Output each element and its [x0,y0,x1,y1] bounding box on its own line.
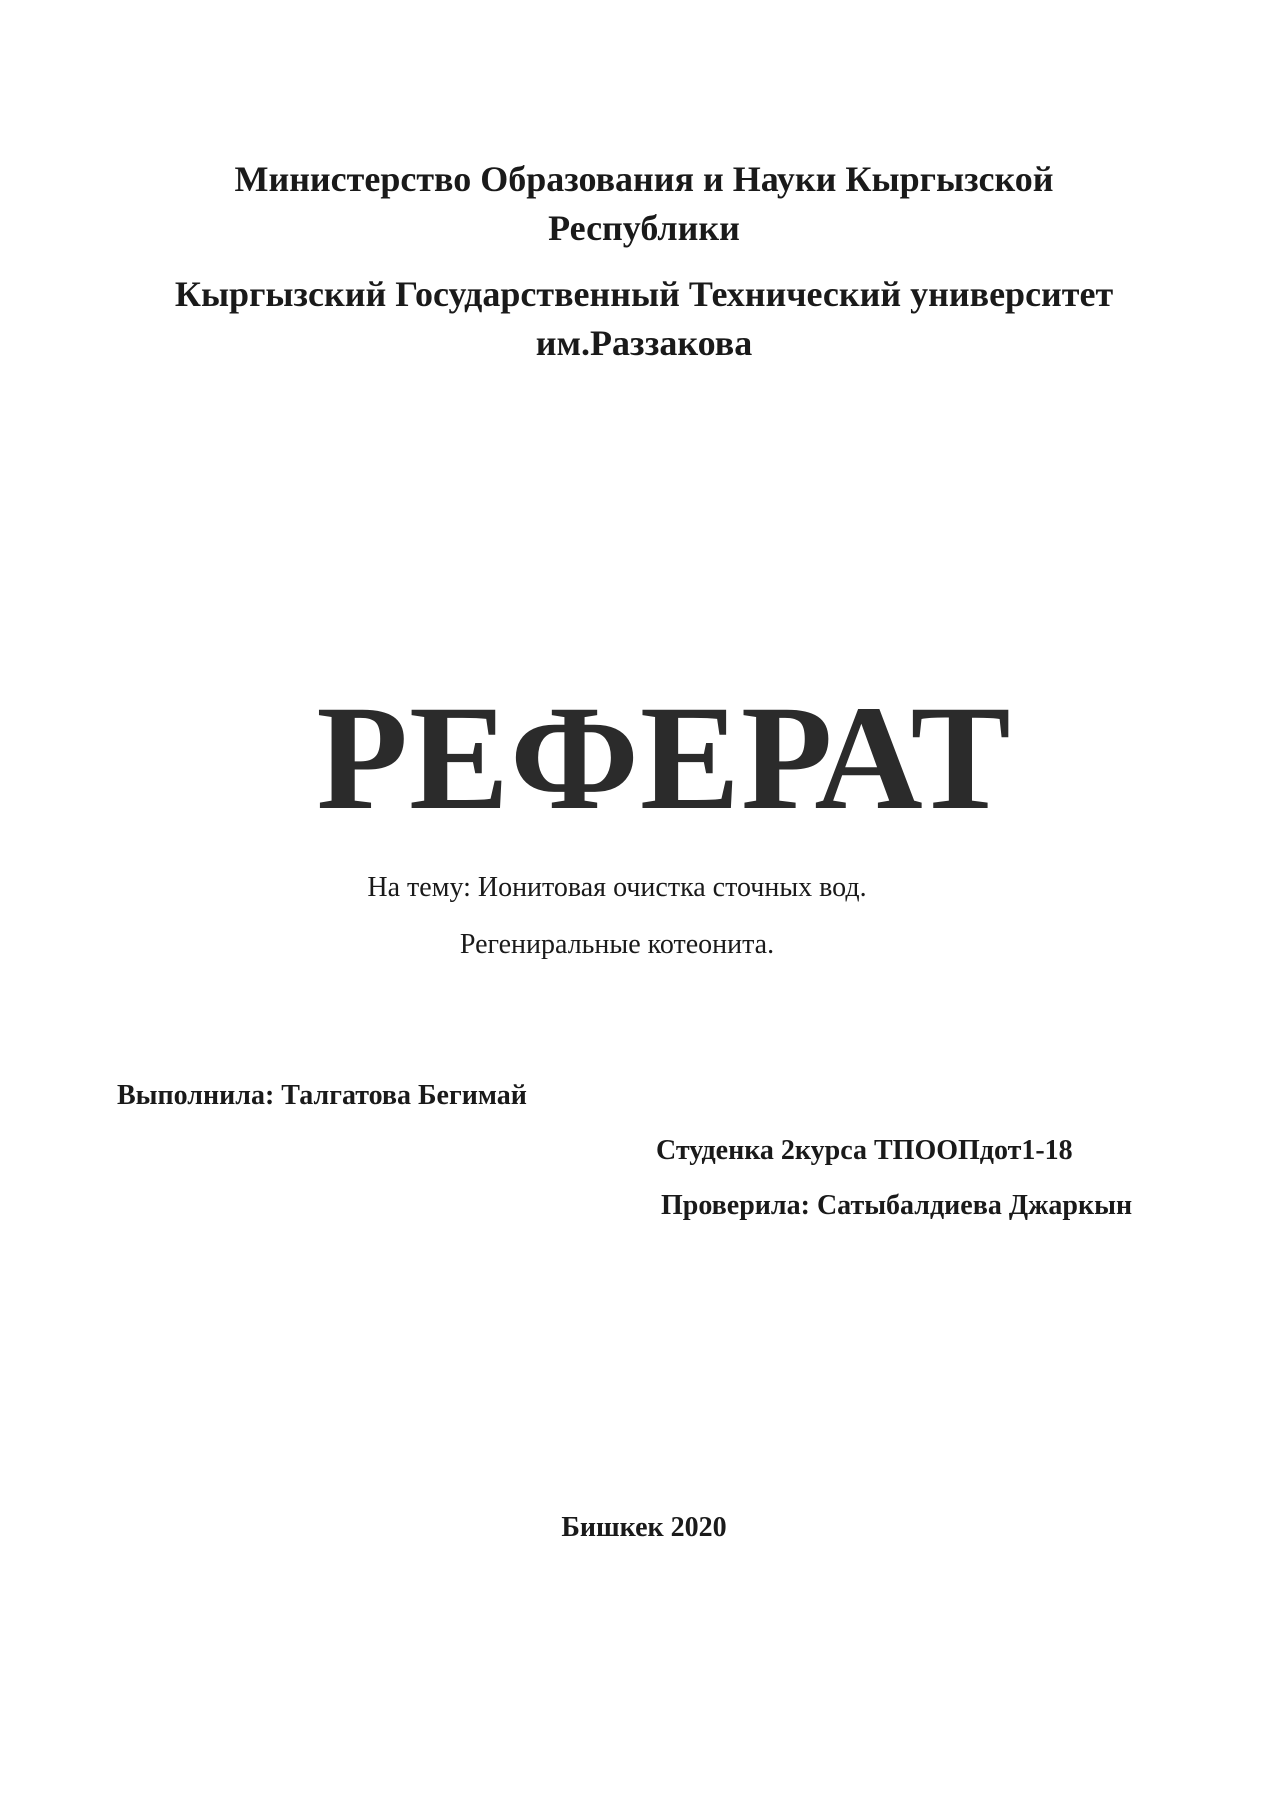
ministry-line-1: Министерство Образования и Науки Кыргызской [234,159,1054,199]
student-info: Студенка 2курса ТПООПдот1-18 [656,1135,1073,1166]
topic-line-1: На тему: Ионитовая очистка сточных вод. [367,872,867,903]
topic-line-2: Регениральные котеонита. [459,929,775,960]
checked-by: Проверила: Сатыбалдиева Джаркын [661,1190,1133,1221]
performed-by: Выполнила: Талгатова Бегимай [117,1080,527,1111]
university-line-1: Кыргызский Государственный Технический университет [174,274,1114,314]
ministry-line-2: Республики [548,208,740,248]
city-year: Бишкек 2020 [561,1512,727,1543]
document-title: РЕФЕРАТ [316,675,1012,841]
university-line-2: им.Раззакова [535,323,753,363]
